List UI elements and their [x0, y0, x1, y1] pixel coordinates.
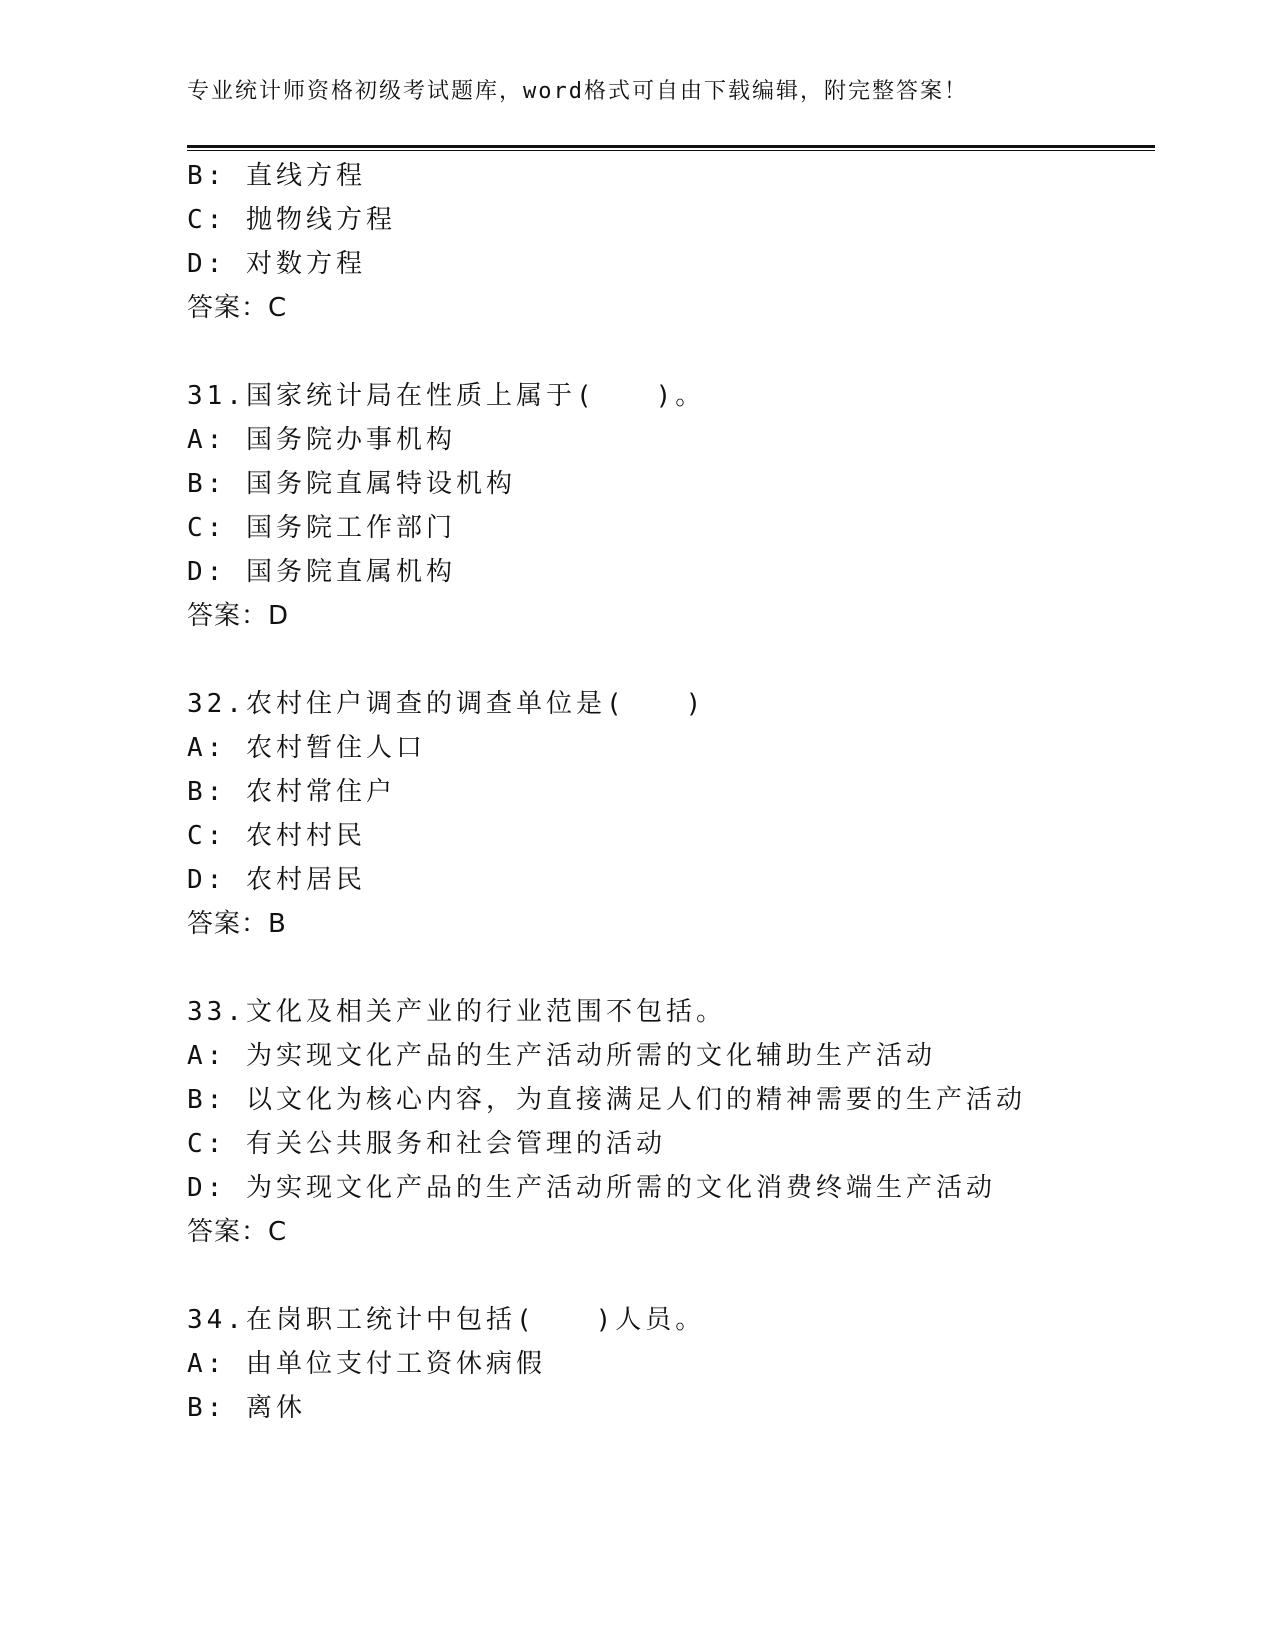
- option-d: D: 农村居民: [187, 865, 366, 895]
- answer: 答案：C: [187, 293, 288, 323]
- option-b: B: 直线方程: [187, 161, 366, 191]
- option-a: A: 为实现文化产品的生产活动所需的文化辅助生产活动: [187, 1041, 936, 1071]
- question-34: 34.在岗职工统计中包括( )人员。: [187, 1305, 706, 1335]
- option-c: C: 抛物线方程: [187, 205, 396, 235]
- option-a: A: 国务院办事机构: [187, 425, 456, 455]
- page-header: 专业统计师资格初级考试题库，word格式可自由下载编辑，附完整答案！: [187, 79, 968, 104]
- option-c: C: 农村村民: [187, 821, 366, 851]
- option-c: C: 国务院工作部门: [187, 513, 456, 543]
- option-b: B: 国务院直属特设机构: [187, 469, 516, 499]
- option-a: A: 由单位支付工资休病假: [187, 1349, 546, 1379]
- option-b: B: 离休: [187, 1393, 306, 1423]
- answer: 答案：C: [187, 1217, 288, 1247]
- header-rule-thin: [187, 150, 1155, 151]
- option-d: D: 国务院直属机构: [187, 557, 456, 587]
- option-d: D: 为实现文化产品的生产活动所需的文化消费终端生产活动: [187, 1173, 996, 1203]
- answer: 答案：B: [187, 909, 287, 939]
- question-32: 32.农村住户调查的调查单位是( ): [187, 689, 706, 719]
- option-c: C: 有关公共服务和社会管理的活动: [187, 1129, 666, 1159]
- option-b: B: 以文化为核心内容，为直接满足人们的精神需要的生产活动: [187, 1085, 1026, 1115]
- answer: 答案：D: [187, 601, 290, 631]
- header-rule-thick: [187, 145, 1155, 148]
- option-d: D: 对数方程: [187, 249, 366, 279]
- option-b: B: 农村常住户: [187, 777, 396, 807]
- option-a: A: 农村暂住人口: [187, 733, 426, 763]
- question-31: 31.国家统计局在性质上属于( )。: [187, 381, 706, 411]
- question-33: 33.文化及相关产业的行业范围不包括。: [187, 997, 726, 1027]
